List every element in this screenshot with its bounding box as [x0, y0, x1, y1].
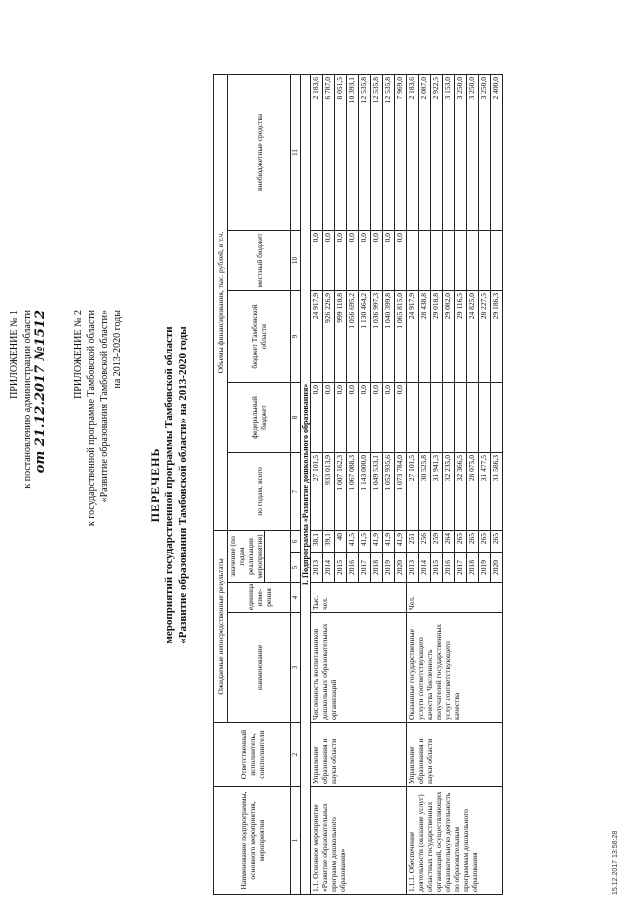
finance-total-cell: 30 525,8 — [419, 452, 431, 530]
indicator-value-cell: 259 — [431, 530, 443, 552]
finance-local-cell — [467, 230, 479, 290]
column-number: 7 — [291, 452, 301, 530]
finance-regional-cell: 24 917,9 — [407, 290, 419, 382]
finance-total-cell: 27 101,5 — [311, 452, 323, 530]
finance-federal-cell: 0,0 — [395, 382, 407, 452]
header-finance: Объемы финансирования, тыс. рублей, в т.ч. — [214, 74, 228, 530]
finance-local-cell — [419, 230, 431, 290]
column-number: 5 — [291, 553, 301, 583]
indicator-value-cell: 41,9 — [383, 530, 395, 552]
indicator-value-cell: 265 — [455, 530, 467, 552]
finance-total-cell: 28 075,0 — [467, 452, 479, 530]
year-cell: 2019 — [383, 553, 395, 583]
result-unit: Чел. — [407, 583, 503, 613]
column-number: 9 — [291, 290, 301, 382]
finance-local-cell — [479, 230, 491, 290]
year-cell: 2015 — [335, 553, 347, 583]
appendix-1-line: к постановлению администрации области — [22, 310, 33, 489]
finance-regional-cell: 1 036 997,3 — [371, 290, 383, 382]
header-finance-extra: внебюджетные средства — [228, 74, 291, 230]
header-result-value: значение (по годам реализации мероприятия) — [228, 530, 265, 582]
section-row — [301, 74, 311, 894]
year-cell: 2020 — [491, 553, 503, 583]
finance-total-cell: 933 013,9 — [323, 452, 335, 530]
indicator-value-cell: 41,5 — [359, 530, 371, 552]
finance-total-cell: 32 366,5 — [455, 452, 467, 530]
finance-extra-cell: 2 183,6 — [311, 74, 323, 230]
finance-total-cell: 1 052 935,6 — [383, 452, 395, 530]
finance-federal-cell: 0,0 — [311, 382, 323, 452]
finance-local-cell: 0,0 — [335, 230, 347, 290]
finance-total-cell: 31 941,3 — [431, 452, 443, 530]
finance-local-cell — [431, 230, 443, 290]
finance-federal-cell — [419, 382, 431, 452]
indicator-value-cell: 265 — [479, 530, 491, 552]
finance-local-cell: 0,0 — [395, 230, 407, 290]
year-cell: 2017 — [359, 553, 371, 583]
appendix-2-header — [72, 310, 124, 610]
finance-local-cell: 0,0 — [311, 230, 323, 290]
responsible-executor: Управление образования и науки области — [311, 723, 407, 787]
measure-name: 1.1.1. Обеспечение деятельности (оказание услуг) областных государственных организаций, осуществляющих образовательную деятельность по образовательным программам дошкольного образования — [407, 787, 503, 895]
print-timestamp: 15.12.2017 13:58:28 — [612, 830, 619, 895]
finance-local-cell: 0,0 — [359, 230, 371, 290]
indicator-value-cell: 265 — [467, 530, 479, 552]
finance-regional-cell: 29 116,5 — [455, 290, 467, 382]
finance-federal-cell — [407, 382, 419, 452]
indicator-value-cell: 264 — [443, 530, 455, 552]
title-line-2: мероприятий государственной программы Тамбовской области — [163, 326, 175, 644]
indicator-value-cell: 41,9 — [395, 530, 407, 552]
finance-local-cell — [443, 230, 455, 290]
finance-total-cell: 32 235,0 — [443, 452, 455, 530]
finance-federal-cell — [431, 382, 443, 452]
column-number: 8 — [291, 382, 301, 452]
responsible-executor: Управление образования и науки области — [407, 723, 503, 787]
finance-federal-cell: 0,0 — [347, 382, 359, 452]
appendix-2-line-3: на 2013-2020 годы — [112, 310, 123, 389]
finance-extra-cell: 2 183,6 — [407, 74, 419, 230]
finance-regional-cell: 1 130 464,2 — [359, 290, 371, 382]
indicator-value-cell: 40 — [335, 530, 347, 552]
finance-regional-cell: 29 082,0 — [443, 290, 455, 382]
indicator-value-cell: 256 — [419, 530, 431, 552]
finance-local-cell: 0,0 — [323, 230, 335, 290]
finance-local-cell: 0,0 — [347, 230, 359, 290]
year-cell: 2013 — [407, 553, 419, 583]
appendix-2-title: ПРИЛОЖЕНИЕ № 2 — [73, 310, 84, 399]
finance-regional-cell: 1 040 399,8 — [383, 290, 395, 382]
finance-extra-cell: 2 922,5 — [431, 74, 443, 230]
finance-regional-cell: 24 825,0 — [467, 290, 479, 382]
finance-regional-cell: 999 110,8 — [335, 290, 347, 382]
column-number: 2 — [291, 723, 301, 787]
finance-total-cell: 1 067 088,3 — [347, 452, 359, 530]
year-cell: 2014 — [323, 553, 335, 583]
finance-extra-cell: 7 969,0 — [395, 74, 407, 230]
finance-federal-cell — [443, 382, 455, 452]
finance-total-cell: 1 143 000,0 — [359, 452, 371, 530]
finance-extra-cell: 12 535,8 — [371, 74, 383, 230]
finance-extra-cell: 3 153,0 — [443, 74, 455, 230]
year-cell: 2016 — [443, 553, 455, 583]
finance-total-cell: 31 477,5 — [479, 452, 491, 530]
year-cell: 2018 — [467, 553, 479, 583]
header-finance-federal: федеральный бюджет — [228, 382, 291, 452]
finance-federal-cell — [479, 382, 491, 452]
finance-local-cell — [455, 230, 467, 290]
finance-extra-cell: 12 535,8 — [383, 74, 395, 230]
header-responsible: Ответственный исполнитель, соисполнители — [214, 723, 291, 787]
column-number: 4 — [291, 583, 301, 613]
title-line-3: «Развитие образования Тамбовской области» на 2013-2020 годы — [177, 326, 189, 644]
header-results: Ожидаемые непосредственные результаты — [214, 530, 228, 722]
handwritten-decree-date: от 21.12.2017 №1512 — [33, 310, 48, 474]
finance-extra-cell: 3 250,0 — [455, 74, 467, 230]
header-finance-regional: бюджет Тамбовской области — [228, 290, 291, 382]
finance-federal-cell: 0,0 — [323, 382, 335, 452]
finance-regional-cell: 24 917,9 — [311, 290, 323, 382]
result-indicator: Оказанные государственные услуги соответствующего качества Численность получателей государственных услуг соответствующего качества — [407, 613, 503, 723]
finance-federal-cell: 0,0 — [359, 382, 371, 452]
finance-local-cell: 0,0 — [371, 230, 383, 290]
column-number: 10 — [291, 230, 301, 290]
finance-federal-cell: 0,0 — [371, 382, 383, 452]
finance-extra-cell: 8 051,5 — [335, 74, 347, 230]
year-cell: 2018 — [371, 553, 383, 583]
appendix-2-line-1: к государственной программе Тамбовской области — [86, 310, 97, 527]
result-unit: Тыс. чел. — [311, 583, 407, 613]
year-cell: 2016 — [347, 553, 359, 583]
finance-regional-cell: 1 056 695,2 — [347, 290, 359, 382]
measure-name: 1.1. Основное мероприятие «Развитие образовательных программ дошкольного образования» — [311, 787, 407, 895]
table-row — [311, 74, 323, 894]
title-line-1: ПЕРЕЧЕНЬ — [148, 447, 162, 523]
finance-regional-cell: 29 018,8 — [431, 290, 443, 382]
table-row — [407, 74, 419, 894]
document-title — [148, 225, 190, 745]
appendix-2-line-2: «Развитие образования Тамбовской области» — [99, 310, 110, 503]
finance-regional-cell: 28 227,5 — [479, 290, 491, 382]
measures-table — [213, 74, 503, 895]
indicator-value-cell: 251 — [407, 530, 419, 552]
column-number: 1 — [291, 787, 301, 895]
indicator-value-cell: 265 — [491, 530, 503, 552]
finance-federal-cell — [467, 382, 479, 452]
finance-federal-cell: 0,0 — [383, 382, 395, 452]
year-cell: 2019 — [479, 553, 491, 583]
column-number: 3 — [291, 613, 301, 723]
appendix-1-header — [8, 310, 47, 610]
finance-total-cell: 31 586,3 — [491, 452, 503, 530]
appendix-1-title: ПРИЛОЖЕНИЕ № 1 — [9, 310, 20, 399]
year-cell: 2020 — [395, 553, 407, 583]
result-indicator: Численность воспитанников дошкольных образовательных организаций — [311, 613, 407, 723]
finance-federal-cell: 0,0 — [335, 382, 347, 452]
header-result-name: наименование — [228, 613, 291, 723]
finance-local-cell — [491, 230, 503, 290]
finance-regional-cell: 28 438,8 — [419, 290, 431, 382]
finance-extra-cell: 2 400,0 — [491, 74, 503, 230]
year-cell: 2013 — [311, 553, 323, 583]
header-finance-local: местный бюджет — [228, 230, 291, 290]
indicator-value-cell: 41,9 — [371, 530, 383, 552]
year-cell: 2017 — [455, 553, 467, 583]
finance-total-cell: 27 101,5 — [407, 452, 419, 530]
finance-federal-cell — [491, 382, 503, 452]
year-cell: 2015 — [431, 553, 443, 583]
finance-extra-cell: 2 087,0 — [419, 74, 431, 230]
finance-extra-cell: 3 250,0 — [467, 74, 479, 230]
column-numbers-row — [291, 74, 301, 894]
finance-regional-cell: 926 226,9 — [323, 290, 335, 382]
finance-extra-cell: 10 393,1 — [347, 74, 359, 230]
header-name: Наименование подпрограммы, основного мероприятия, мероприятия — [214, 787, 291, 895]
finance-regional-cell: 1 065 815,0 — [395, 290, 407, 382]
column-number: 11 — [291, 74, 301, 230]
finance-extra-cell: 3 250,0 — [479, 74, 491, 230]
section-title: I. Подпрограмма «Развитие дошкольного образования» — [301, 74, 311, 894]
finance-local-cell — [407, 230, 419, 290]
finance-total-cell: 1 007 162,3 — [335, 452, 347, 530]
finance-local-cell: 0,0 — [383, 230, 395, 290]
finance-regional-cell: 29 186,3 — [491, 290, 503, 382]
finance-total-cell: 1 049 533,1 — [371, 452, 383, 530]
finance-extra-cell: 6 787,0 — [323, 74, 335, 230]
finance-federal-cell — [455, 382, 467, 452]
header-result-unit: единица изме-рения — [228, 583, 291, 613]
column-number: 6 — [291, 530, 301, 552]
finance-total-cell: 1 073 784,0 — [395, 452, 407, 530]
indicator-value-cell: 41,5 — [347, 530, 359, 552]
year-cell: 2014 — [419, 553, 431, 583]
indicator-value-cell: 38,1 — [311, 530, 323, 552]
indicator-value-cell: 39,1 — [323, 530, 335, 552]
header-finance-total: по годам, всего — [228, 452, 291, 530]
finance-extra-cell: 12 535,8 — [359, 74, 371, 230]
